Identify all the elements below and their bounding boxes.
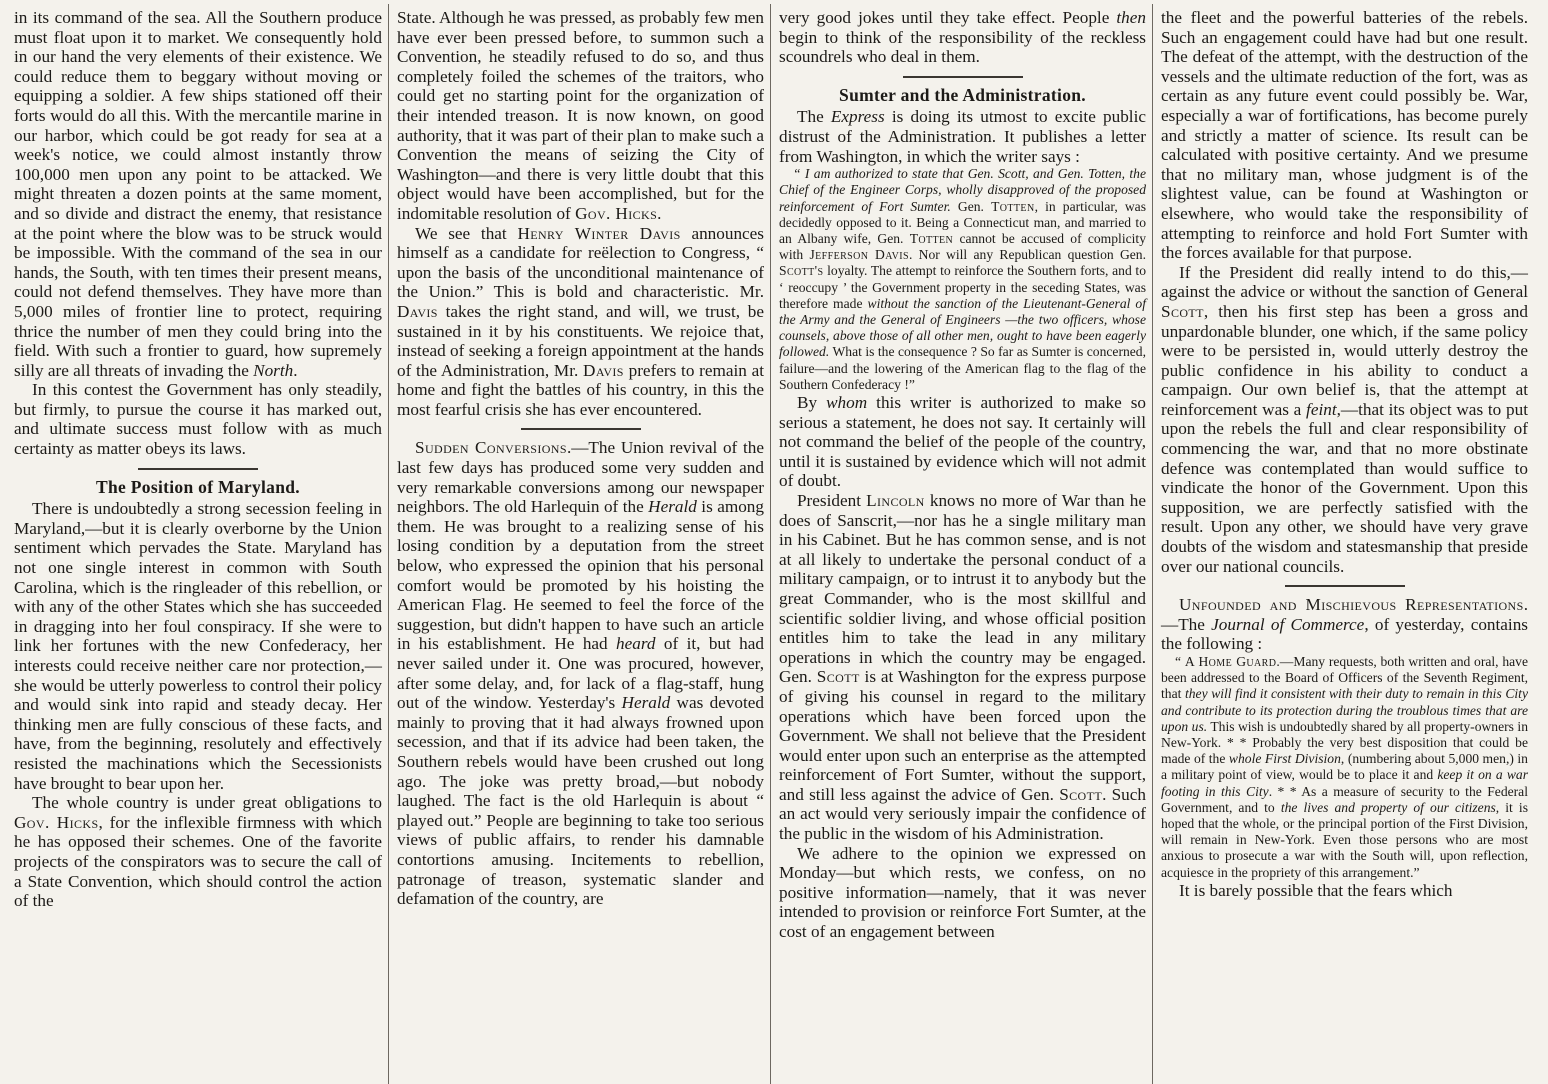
text-run: of it, but had never sailed under it. One was procured, however, after some delay, and, for lack of a flag-staff, hung out of the window. Yesterday's	[397, 634, 764, 713]
paragraph	[1161, 881, 1528, 901]
paragraph	[779, 8, 1146, 67]
text-run: . Nor will any Republican question Gen.	[908, 247, 1146, 263]
paragraph	[397, 438, 764, 908]
text-run: State. Although he was pressed, as probably few men have ever been pressed before, to summon such a Convention, he steadily refused to do so, and thus completely foiled the schemes of the traitors, who could get no starting point for the organization of their intended treason. It is now known, on good authority, that it was part of their plan to make such a Convention the means of seizing the City of Washington—and there is very little doubt that this object would have been accomplished, but for the indomitable resolution of	[397, 8, 764, 223]
text-run: The whole country is under great obligations to	[32, 793, 382, 813]
text-run: cannot be accused of complicity with	[779, 230, 1146, 263]
italic-text: heard	[616, 634, 656, 654]
text-run: .	[293, 360, 298, 380]
text-run: is at Washington for the express purpose of giving his counsel in regard to the military operations which have been forced upon the Government. We shall not believe that the President would enter upon such an enterprise as the attempted reinforcement of Fort Sumter, without the support, and still less against the advice of Gen.	[779, 667, 1146, 804]
paragraph	[14, 793, 382, 911]
small-caps-name: Henry Winter Davis	[517, 223, 681, 243]
text-run: Gen.	[950, 198, 992, 214]
small-caps-name: Davis	[397, 301, 438, 321]
text-run: By	[797, 393, 827, 412]
text-run: .—The Union revival of the last few days has produced some very sudden and very remarkable conversions among our newspaper neighbors. The old Harlequin of the	[397, 438, 764, 517]
paragraph	[779, 393, 1146, 491]
text-run: , (numbering about 5,000 men,) in a military point of view, would be to place it and	[1161, 751, 1528, 783]
text-run: .—The	[1161, 595, 1528, 634]
italic-text: Journal of Commerce	[1211, 614, 1365, 634]
text-run: begin to think of the responsibility of the reckless scoundrels who deal in them.	[779, 27, 1146, 67]
italic-text: “ I am authorized to state that Gen. Scott, and Gen. Totten, the Chief of the Engineer Corps, wholly disapproved of the proposed reinforcement of Fort Sumter.	[779, 166, 1146, 214]
text-run: There is undoubtedly a strong secession feeling in Maryland,—but it is clearly overborne by the Union sentiment which pervades the State. Maryland has not one single interest in common with South Carolina, which is the ringleader of this rebellion, or with any of the other States which she has succeeded in dragging into her foul conspiracy. If she were to link her fortunes with the new Confederacy, her interests could receive neither care nor protection,—she would be utterly powerless to control their policy and would sink into rapid and steady decay. Her thinking men are fully conscious of these facts, and have, from the beginning, resolutely and effectively resisted the machinations which the Secessionists have brought to bear upon her.	[14, 499, 382, 793]
text-run: What is the consequence ? So far as Sumter is concerned, failure—and the lowering of the American flag to the flag of the Southern Confederacy !”	[779, 344, 1146, 392]
paragraph	[397, 8, 764, 224]
text-run: We see that	[415, 223, 518, 243]
paragraph	[14, 499, 382, 793]
text-run: In this contest the Government has only steadily, but firmly, to pursue the course it has marked out, and ultimate success must follow with as much certainty as matter obeys its laws.	[14, 380, 382, 459]
text-run: , of yesterday, contains the following :	[1161, 614, 1528, 654]
text-run: this writer is authorized to make so serious a statement, he does not say. It certainly will not command the belief of the people of the country, until it is sustained by evidence which will not admit of doubt.	[779, 393, 1146, 491]
paragraph	[14, 8, 382, 380]
text-run: , then his first step has been a gross and unpardonable blunder, one which, if the same policy were to be persisted in, would utterly destroy the public confidence in his ability to conduct a campaign. Our own belief is, that the attempt at reinforcement was a	[1161, 301, 1528, 419]
italic-text: North	[253, 360, 294, 380]
text-run: The	[797, 107, 831, 127]
quoted-paragraph	[779, 166, 1146, 393]
paragraph	[1161, 8, 1528, 263]
text-run: .	[657, 203, 662, 223]
small-caps-name: Scott's	[779, 263, 824, 279]
paragraph	[779, 491, 1146, 844]
text-run: loyalty. The attempt to reinforce the Southern forts, and to ‘ reoccupy ’ the Government property in the seceding States, was therefore made	[779, 263, 1146, 311]
paragraph	[397, 224, 764, 420]
text-run: in its command of the sea. All the Southern produce must float upon it to market. We consequently hold in our hand the very elements of their existence. We could reduce them to beggary without moving or equipping a soldier. A few ships stationed off their forts would do all this. With the mercantile marine in our harbor, which could be got ready for sea at a week's notice, we could almost instantly throw 100,000 men upon any point to be attacked. We might threaten a dozen points at the same moment, and so divide and distract the enemy, that resistance at the point where the blow was to be struck would be impossible. With the command of the sea in our hands, the South, with ten times their present means, could not defend themselves. They have more than 5,000 miles of frontier line to protect, requiring thrice the number of men they could bring into the field. With such a frontier to guard, how supremely silly are all threats of invading the	[14, 8, 382, 380]
text-run: ,—that its object was to put upon the rebels the full and clear responsibility of commencing the war, and that no more obstinate defence was contemplated than would suffice to vindicate the honor of the Government. Upon this supposition, we are perfectly satisfied with the result. Upon any other, we should have very grave doubts of the wisdom and statesmanship that preside over our national councils.	[1161, 399, 1528, 576]
italic-text: keep it on a war footing in this City	[1161, 767, 1528, 799]
text-run: , for the inflexible firmness with which he has opposed their schemes. One of the favorite projects of the conspirators was to secure the call of a State Convention, which should control the action of the	[14, 812, 382, 911]
small-caps-name: Scott	[1161, 301, 1204, 321]
small-caps-name: Lincoln	[866, 490, 925, 510]
italic-text: the lives and property of our citizens	[1280, 799, 1496, 815]
small-caps-name: “ A Home Guard	[1175, 654, 1277, 669]
article-heading: The Position of Maryland.	[96, 476, 300, 497]
paragraph	[779, 844, 1146, 942]
article-heading: Sumter and the Administration.	[839, 84, 1086, 105]
italic-text: Herald	[621, 693, 671, 713]
italic-text: then	[1116, 8, 1146, 27]
text-run: .—Many requests, both written and oral, have been addressed to the Board of Officers of the Seventh Regiment, that	[1161, 654, 1528, 702]
text-run: If the President did really intend to do this,—against the advice or without the sanction of General	[1161, 262, 1528, 302]
text-run: We adhere to the opinion we expressed on Monday—but which rests, we confess, on no positive information—namely, that it was never intended to provision or reinforce Fort Sumter, at the cost of an engagement between	[779, 843, 1146, 942]
italic-text: Express	[830, 107, 885, 127]
italic-text: whole First Division	[1228, 751, 1341, 767]
section-divider	[1285, 585, 1405, 587]
text-run: is doing its utmost to excite public distrust of the Administration. It publishes a letter from Washington, in which the writer says :	[779, 107, 1146, 166]
small-caps-name: Totten	[991, 198, 1035, 214]
column-1	[6, 4, 388, 1084]
column-2	[388, 4, 770, 1084]
text-run: , in particular, was decidedly opposed to it. Being a Connecticut man, and married to an Albany wife, Gen.	[779, 198, 1147, 246]
small-caps-name: Unfounded and Mischievous Representations	[1179, 595, 1524, 615]
text-run: President	[797, 490, 867, 510]
small-caps-name: Sudden Conversions	[415, 438, 567, 458]
text-run: is among them. He was brought to a realizing sense of his losing condition by a deputation from the street below, who expressed the opinion that his personal comfort would be promoted by his hoisting the American Flag. He seemed to feel the force of the suggestion, but didn't happen to have such an article in his establishment. He had	[397, 497, 764, 654]
section-divider	[138, 468, 258, 470]
text-run: announces himself as a candidate for reëlection to Congress, “ upon the basis of the unconditional maintenance of the Union.” This is bold and characteristic. Mr.	[397, 223, 764, 302]
italic-text: they will find it consistent with their duty to remain in this City and contribute to its protection during the troublous times that are upon us.	[1161, 686, 1528, 734]
text-run: This wish is undoubtedly shared by all property-owners in New-York. * * Probably the very best disposition that could be made of the	[1161, 718, 1528, 767]
column-3	[770, 4, 1152, 1084]
text-run: prefers to remain at home and fight the battles of his country, in this the most fearful crisis she has ever encountered.	[397, 360, 765, 419]
text-run: very good jokes until they take effect. People	[779, 8, 1117, 27]
section-divider	[903, 76, 1023, 78]
column-4	[1152, 4, 1534, 1084]
small-caps-name: Gov. Hicks	[575, 203, 658, 223]
text-run: , it is hoped that the whole, or the principal portion of the First Division, will remain in New-York. Even those persons who are most anxious to prosecute a war with the South will, upon reflection, acquiesce in the propriety of this arrangement.”	[1161, 799, 1528, 880]
paragraph	[1161, 263, 1528, 577]
small-caps-name: Gov. Hicks	[14, 812, 99, 832]
italic-text: feint	[1306, 399, 1337, 419]
text-run: was devoted mainly to proving that it had always frowned upon secession, and that if its advice had been taken, the Southern rebels would have been crushed out long ago. The joke was pretty broad,—but nobody laughed. The fact is the old Harlequin is about “ played out.” People are beginning to take too serious views of public affairs, to render his damnable contortions amusing. Incitements to rebellion, patronage of treason, systematic slander and defamation of the country, are	[397, 693, 765, 909]
text-run: takes the right stand, and will, we trust, be sustained in it by his constituents. We rejoice that, instead of seeking a foreign appointment at the hands of the Administration, Mr.	[397, 301, 764, 380]
paragraph	[779, 107, 1146, 166]
small-caps-name: Totten	[909, 230, 954, 246]
quoted-paragraph	[1161, 654, 1528, 881]
text-run: the fleet and the powerful batteries of the rebels. Such an engagement could have had but one result. The defeat of the attempt, with the destruction of the vessels and the ultimate reduction of the fort, was as certain as any future event could possibly be. War, especially a war of fortifications, has become purely and strictly a matter of science. Its result can be calculated with positive certainty. And we presume that no military man, whose judgment is of the slightest value, can be found at Washington or elsewhere, who would take the responsibility of attempting to reinforce and hold Fort Sumter with the forces available for that purpose.	[1161, 8, 1528, 263]
text-run: It is barely possible that the fears which	[1179, 880, 1453, 900]
small-caps-name: Davis	[583, 360, 624, 380]
small-caps-name: Scott	[1059, 784, 1103, 804]
paragraph	[1161, 595, 1528, 654]
text-run: knows no more of War than he does of Sanscrit,—nor has he a single military man in his Cabinet. But he has common sense, and is not at all likely to undertake the personal conduct of a military campaign, or to intrust it to anybody but the great Commander, who is the most skillful and scientific soldier living, and whose official position entitles him to take the lead in any military operations in which the country may be engaged. Gen.	[779, 490, 1146, 687]
italic-text: Herald	[648, 497, 697, 517]
section-divider	[521, 428, 641, 430]
paragraph	[14, 380, 382, 458]
text-run: . Such an act would very seriously impair the confidence of the public in the wisdom of his Administration.	[779, 784, 1147, 844]
small-caps-name: Jefferson Davis	[809, 247, 909, 263]
text-run: . * * As a measure of security to the Federal Government, and to	[1161, 783, 1528, 815]
small-caps-name: Scott	[816, 667, 860, 687]
italic-text: without the sanction of the Lieutenant-General of the Army and the General of Engineers —the two officers, whose counsels, above those of all other men, ought to have been eagerly followed.	[779, 295, 1146, 360]
italic-text: whom	[826, 393, 868, 412]
